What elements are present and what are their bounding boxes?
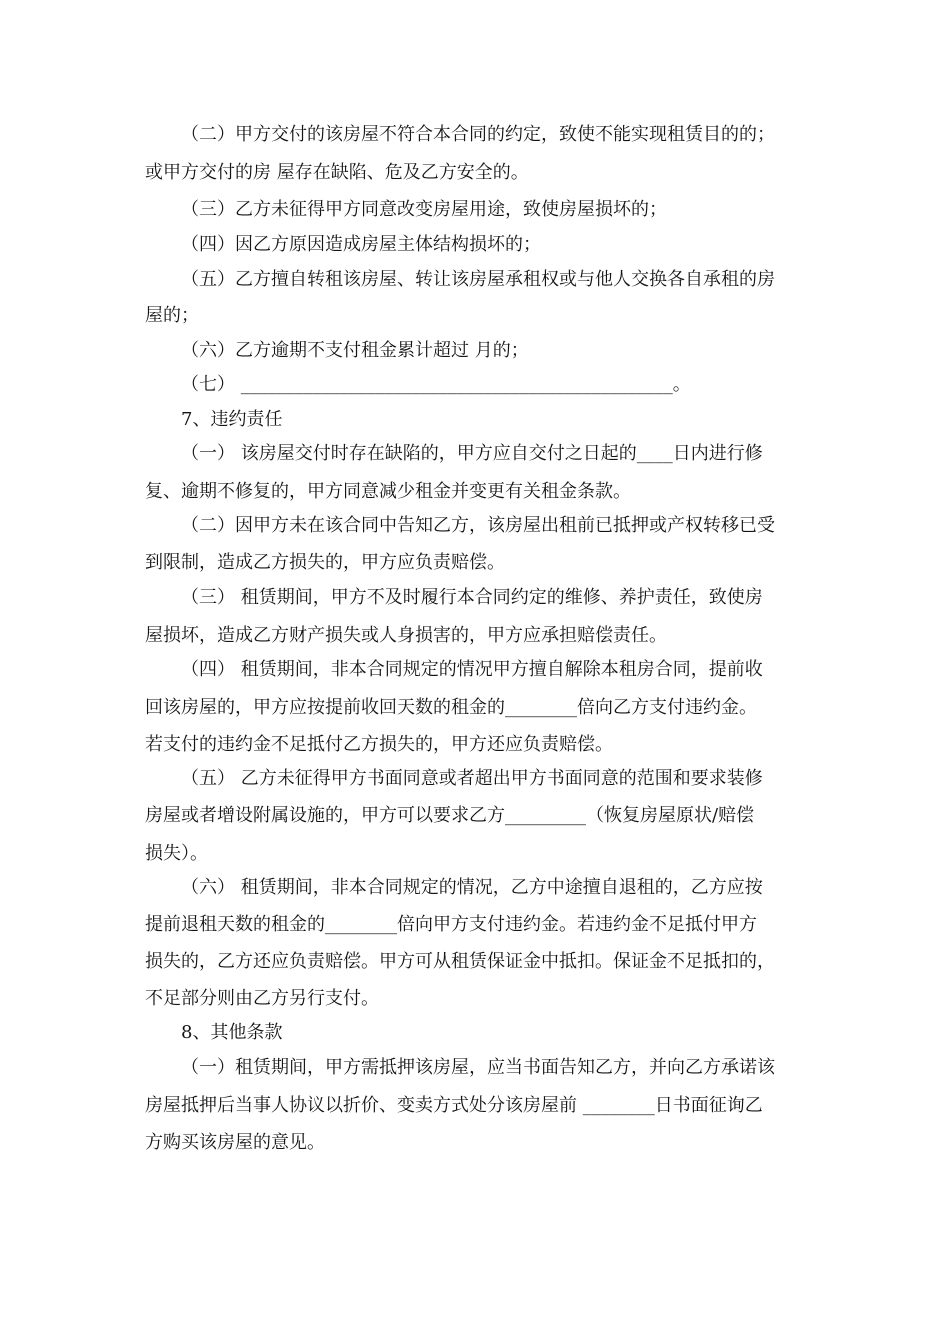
text-line: （七） ________________________________________________。 [181,374,691,395]
text-line: 房屋或者增设附属设施的，甲方可以要求乙方_________（恢复房屋原状/赔偿 [145,805,755,826]
text-line: 提前退租天数的租金的________倍向甲方支付违约金。若违约金不足抵付甲方 [145,914,757,935]
section-heading: 8、其他条款 [181,1022,283,1043]
text-line: 不足部分则由乙方另行支付。 [145,988,379,1009]
text-line: 复、逾期不修复的，甲方同意减少租金并变更有关租金条款。 [145,481,631,502]
text-line: （二）甲方交付的该房屋不符合本合同的约定，致使不能实现租赁目的的； [181,124,775,145]
text-line: （四） 租赁期间，非本合同规定的情况甲方擅自解除本租房合同，提前收 [181,659,763,680]
text-line: 屋损坏，造成乙方财产损失或人身损害的，甲方应承担赔偿责任。 [145,625,667,646]
text-line: （六）乙方逾期不支付租金累计超过 月的； [181,340,529,361]
text-line: 方购买该房屋的意见。 [145,1132,325,1153]
text-line: （一） 该房屋交付时存在缺陷的，甲方应自交付之日起的____日内进行修 [181,443,763,464]
text-line: 屋的； [145,305,199,326]
text-line: （三）乙方未征得甲方同意改变房屋用途，致使房屋损坏的； [181,199,667,220]
text-line: 损失）。 [145,843,208,864]
text-line: （一）租赁期间，甲方需抵押该房屋，应当书面告知乙方，并向乙方承诺该 [181,1057,775,1078]
text-line: 回该房屋的，甲方应按提前收回天数的租金的________倍向乙方支付违约金。 [145,697,757,718]
text-line: （二）因甲方未在该合同中告知乙方，该房屋出租前已抵押或产权转移已受 [181,515,775,536]
text-line: 房屋抵押后当事人协议以折价、变卖方式处分该房屋前 ________日书面征询乙 [145,1095,763,1116]
text-line: 若支付的违约金不足抵付乙方损失的，甲方还应负责赔偿。 [145,734,613,755]
text-line: （三） 租赁期间，甲方不及时履行本合同约定的维修、养护责任，致使房 [181,587,763,608]
text-line: （五） 乙方未征得甲方书面同意或者超出甲方书面同意的范围和要求装修 [181,768,763,789]
section-heading: 7、违约责任 [181,409,283,430]
text-line: 到限制，造成乙方损失的，甲方应负责赔偿。 [145,552,505,573]
text-line: （六） 租赁期间，非本合同规定的情况，乙方中途擅自退租的，乙方应按 [181,877,763,898]
text-line: 或甲方交付的房 屋存在缺陷、危及乙方安全的。 [145,162,529,183]
text-line: 损失的，乙方还应负责赔偿。甲方可从租赁保证金中抵扣。保证金不足抵扣的， [145,951,775,972]
text-line: （四）因乙方原因造成房屋主体结构损坏的； [181,234,541,255]
text-line: （五）乙方擅自转租该房屋、转让该房屋承租权或与他人交换各自承租的房 [181,269,775,290]
